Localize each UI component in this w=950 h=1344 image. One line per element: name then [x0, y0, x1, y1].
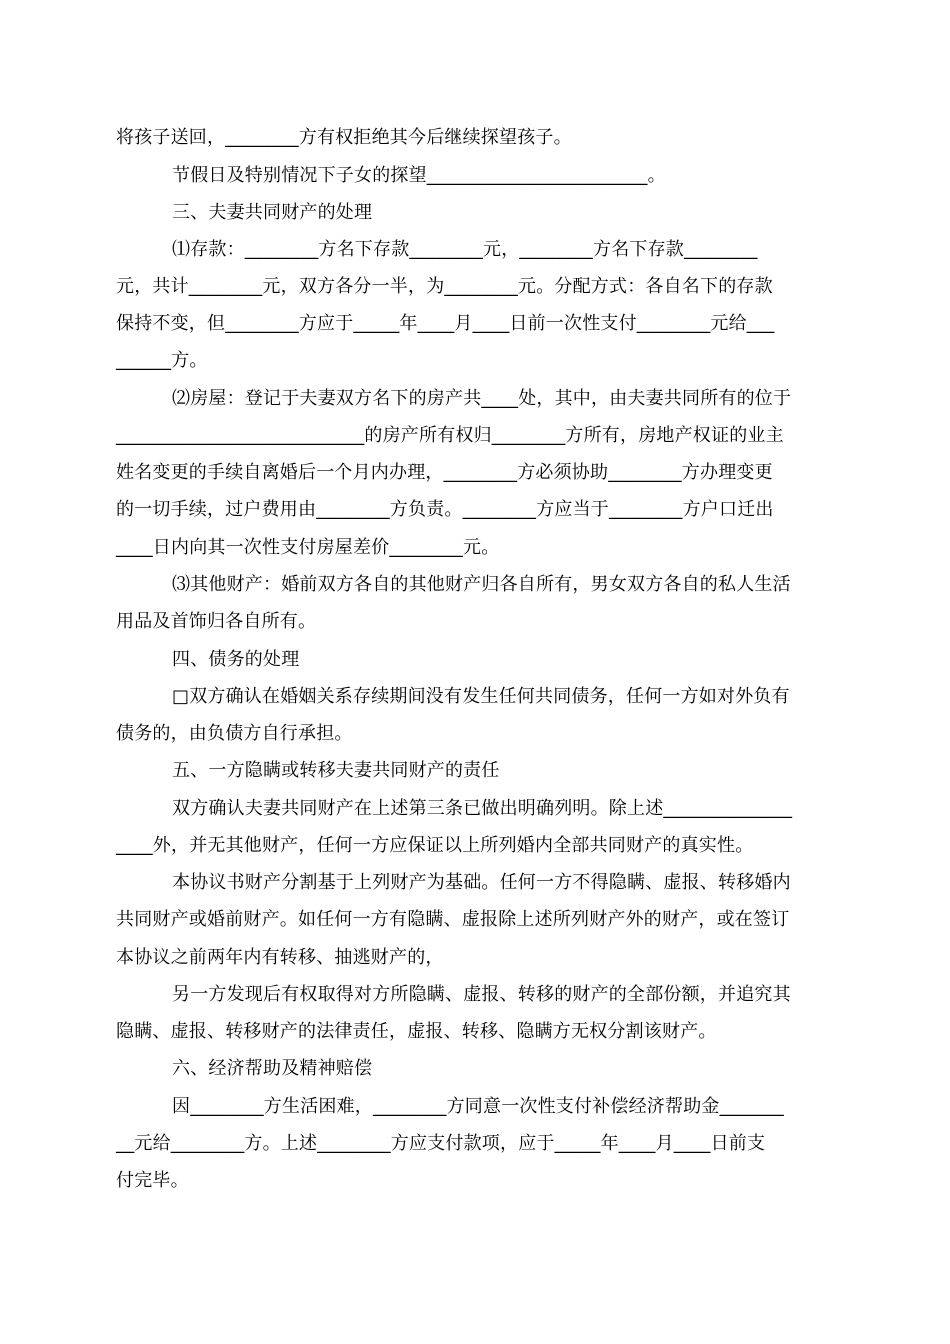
text-line-11: 的一切手续，过户费用由________方负责。________方应当于________方户口迁出 — [116, 499, 774, 520]
text-line-16: □双方确认在婚姻关系存续期间没有发生任何共同债务，任何一方如对外负有 — [172, 686, 790, 707]
text-line-19: 双方确认夫妻共同财产在上述第三条已做出明确列明。除上述______________ — [172, 798, 793, 819]
text-line-14: 用品及首饰归各自所有。 — [116, 611, 317, 632]
text-line-4: ⑴存款：________方名下存款________元，________方名下存款________ — [172, 239, 758, 260]
text-line-13: ⑶其他财产：婚前双方各自的其他财产归各自所有，男女双方各自的私人生活 — [172, 574, 791, 595]
text-line-23: 本协议之前两年内有转移、抽逃财产的， — [116, 947, 444, 968]
text-line-6: 保持不变，但________方应于_____年____月____日前一次性支付________元给___ — [116, 313, 775, 334]
text-line-20: ____外，并无其他财产，任何一方应保证以上所列婚内全部共同财产的真实性。 — [116, 835, 754, 856]
text-line-25: 隐瞒、虚报、转移财产的法律责任，虚报、转移、隐瞒方无权分割该财产。 — [116, 1021, 717, 1042]
text-line-1: 将孩子送回，________方有权拒绝其今后继续探望孩子。 — [116, 127, 572, 148]
text-line-5: 元，共计________元，双方各分一半，为________元。分配方式：各自名下的存款 — [116, 276, 773, 297]
text-line-12: ____日内向其一次性支付房屋差价________元。 — [116, 537, 500, 558]
section-heading-4: 四、债务的处理 — [172, 649, 300, 670]
section-heading-6: 六、经济帮助及精神赔偿 — [172, 1058, 373, 1079]
text-line-22: 共同财产或婚前财产。如任何一方有隐瞒、虚报除上述所列财产外的财产，或在签订 — [116, 909, 790, 930]
text-line-9: ___________________________的房产所有权归________方所有，房地产权证的业主 — [116, 425, 784, 446]
text-line-27: 因________方生活困难，________方同意一次性支付补偿经济帮助金_______ — [172, 1096, 784, 1117]
section-heading-3: 三、夫妻共同财产的处理 — [172, 202, 373, 223]
text-line-10: 姓名变更的手续自离婚后一个月内办理，________方必须协助________方办理变更 — [116, 462, 773, 483]
text-line-28: __元给________方。上述________方应支付款项，应于_____年____月____日前支 — [116, 1133, 766, 1154]
section-heading-5: 五、一方隐瞒或转移夫妻共同财产的责任 — [172, 760, 500, 781]
text-line-24: 另一方发现后有权取得对方所隐瞒、虚报、转移的财产的全部份额，并追究其 — [172, 984, 791, 1005]
text-line-17: 债务的，由负债方自行承担。 — [116, 723, 353, 744]
text-line-2: 节假日及特别情况下子女的探望________________________。 — [172, 165, 666, 186]
text-line-7: ______方。 — [116, 350, 208, 371]
text-line-21: 本协议书财产分割基于上列财产为基础。任何一方不得隐瞒、虚报、转移婚内 — [172, 872, 791, 893]
text-line-8: ⑵房屋：登记于夫妻双方名下的房产共____处，其中，由夫妻共同所有的位于 — [172, 388, 792, 409]
text-line-29: 付完毕。 — [116, 1170, 189, 1191]
